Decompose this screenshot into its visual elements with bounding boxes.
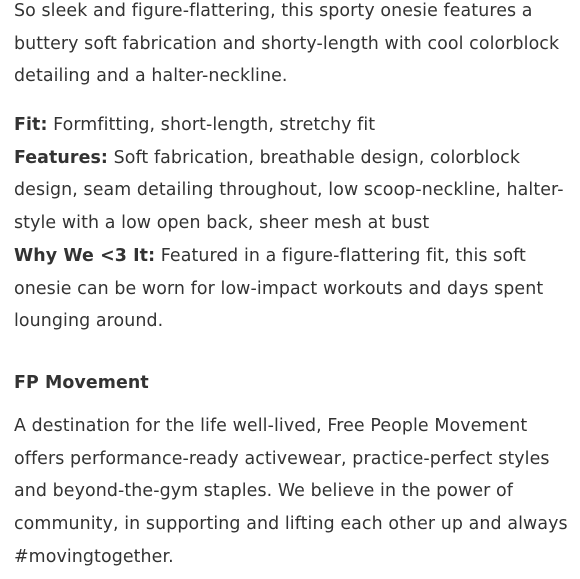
features-text: Soft fabrication, breathable design, colorblock design, seam detailing throughout, low scoop-neckline, halter-style with a low open back, sheer mesh at bust — [14, 147, 564, 234]
features-line — [14, 142, 574, 240]
why-line — [14, 240, 574, 338]
intro-paragraph: So sleek and figure-flattering, this sporty onesie features a buttery soft fabrication and shorty-length with cool colorblock detailing and a halter-neckline. — [14, 1, 560, 87]
why-label: Why We <3 It: — [14, 245, 156, 266]
fit-text: Formfitting, short-length, stretchy fit — [47, 115, 376, 135]
fit-label: Fit: — [14, 115, 48, 135]
product-details — [14, 109, 574, 338]
brand-copy: A destination for the life well-lived, Free People Movement offers performance-ready activewear, practice-perfect styles and beyond-the-gym staples. We believe in the power of community, in supporting and lifting each other up and always #movingtogether. — [14, 416, 568, 567]
why-text: Featured in a figure-flattering fit, this soft onesie can be worn for low-impact workouts and days spent lounging around. — [14, 245, 544, 332]
features-label: Features: — [14, 147, 108, 168]
brand-heading: FP Movement — [14, 373, 149, 393]
fit-line — [14, 109, 574, 142]
